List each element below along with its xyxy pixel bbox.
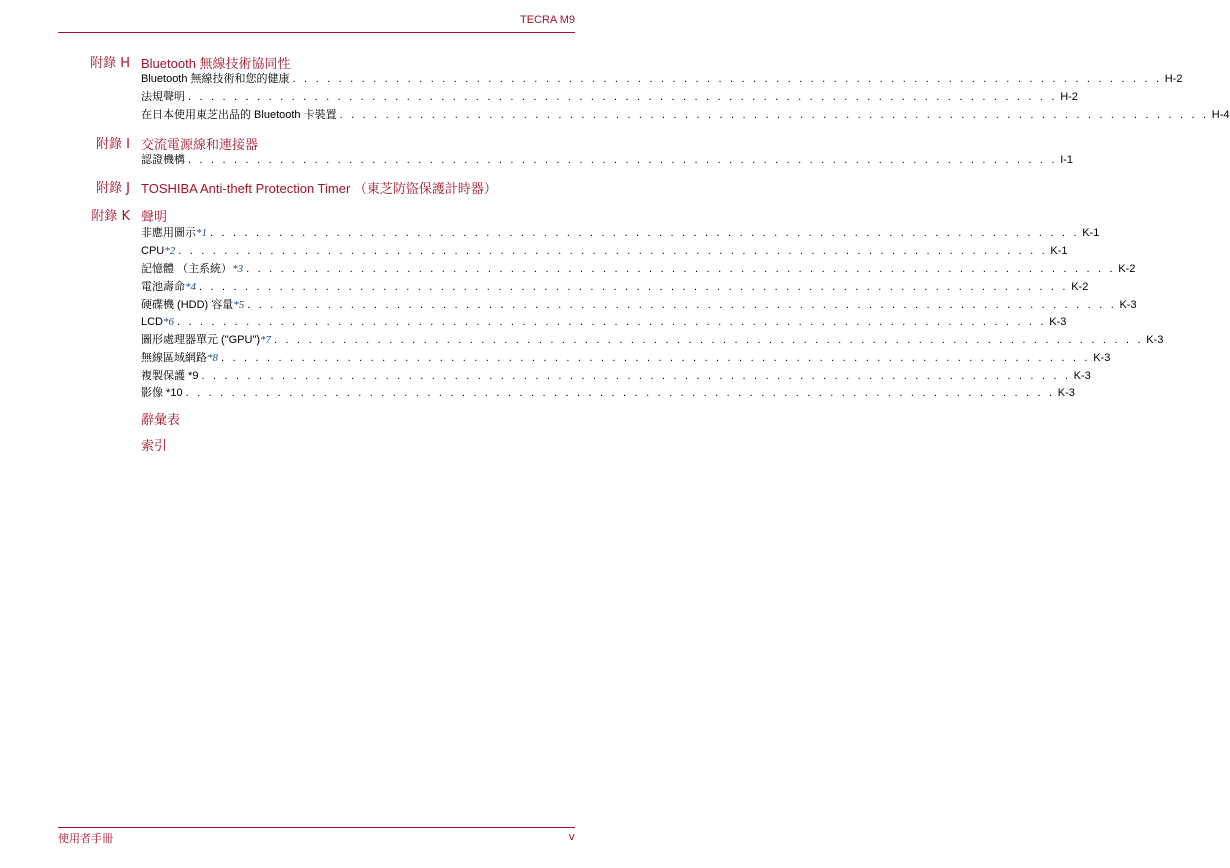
toc-entry-text: LCD xyxy=(141,316,164,328)
appendix-k-label: 附錄 K xyxy=(91,209,130,224)
index-title[interactable]: 索引 xyxy=(141,438,168,453)
toc-entry-text: 認證機構 xyxy=(141,154,185,166)
toc-entry-text: 圖形處理器單元 ("GPU") xyxy=(141,334,261,346)
footnote-ref: *7 xyxy=(260,334,272,346)
toc-entry[interactable] xyxy=(141,151,1074,167)
footnote-ref: *3 xyxy=(232,263,244,275)
footnote-ref: *2 xyxy=(164,245,176,257)
footnote-ref: *1 xyxy=(196,227,207,239)
footer-rule xyxy=(58,827,575,828)
toc-entry[interactable] xyxy=(141,224,1100,240)
toc-entry[interactable] xyxy=(141,296,1137,312)
footer-page-number: v xyxy=(568,830,575,843)
toc-entry-text: 硬碟機 (HDD) 容量 xyxy=(141,299,234,311)
toc-entry[interactable] xyxy=(141,242,1068,258)
toc-entry-page: H-2 xyxy=(1164,73,1183,85)
toc-entry[interactable] xyxy=(141,260,1136,276)
toc-entry[interactable] xyxy=(141,384,1075,400)
toc-entry-page: K-3 xyxy=(1146,334,1164,346)
appendix-h-label: 附錄 H xyxy=(90,56,130,71)
toc-entry-page: K-1 xyxy=(1082,227,1100,239)
footnote-ref: *8 xyxy=(207,352,218,364)
toc-entry-text: CPU xyxy=(141,245,165,257)
toc-entry[interactable] xyxy=(141,106,1230,122)
dot-leader: . . . . . . . . . . . . . . . . . . . . . . . . . . . . . . . . . . . . . . . . . . . . . . . . . . . . . . . . . . . . . . . . . . . . . . . . . . . . xyxy=(199,281,1069,293)
toc-entry-text: 電池壽命 xyxy=(141,281,185,293)
toc-entry-page: K-3 xyxy=(1057,387,1075,399)
toc-entry-page: K-3 xyxy=(1073,370,1091,382)
appendix-j-label: 附錄 J xyxy=(96,181,130,196)
glossary-title[interactable]: 辭彙表 xyxy=(141,412,181,427)
toc-entry-text: 無線區域網路 xyxy=(141,352,207,364)
toc-entry-text: 法規聲明 xyxy=(141,91,185,103)
dot-leader: . . . . . . . . . . . . . . . . . . . . . . . . . . . . . . . . . . . . . . . . . . . . . . . . . . . . . . . . . . . . . . . . . . . . . . . . . . . . xyxy=(246,263,1116,275)
toc-entry[interactable] xyxy=(141,88,1078,104)
toc-entry-page: H-2 xyxy=(1060,91,1078,103)
toc-entry[interactable] xyxy=(141,313,1067,329)
running-header-title: TECRA M9 xyxy=(519,14,575,26)
toc-entry[interactable] xyxy=(141,278,1089,294)
dot-leader: . . . . . . . . . . . . . . . . . . . . . . . . . . . . . . . . . . . . . . . . . . . . . . . . . . . . . . . . . . . . . . . . . . . . . . . . . . . . xyxy=(188,91,1058,103)
header-rule xyxy=(58,32,575,33)
toc-entry-page: K-2 xyxy=(1071,281,1089,293)
footer-manual-name: 使用者手冊 xyxy=(58,832,113,845)
toc-entry[interactable] xyxy=(141,367,1091,383)
footnote-ref: *4 xyxy=(185,281,196,293)
dot-leader: . . . . . . . . . . . . . . . . . . . . . . . . . . . . . . . . . . . . . . . . . . . . . . . . . . . . . . . . . . . . . . . . . . . . . . . . . . . . xyxy=(292,73,1162,85)
toc-entry-text: Bluetooth 無線技術和您的健康 xyxy=(141,73,290,85)
toc-entry-text: 記憶體 （主系統） xyxy=(141,263,233,275)
toc-entry-text: 複製保護 *9 xyxy=(141,370,199,382)
footnote-ref: *6 xyxy=(163,316,175,328)
appendix-i-title[interactable]: 交流電源線和連接器 xyxy=(141,137,259,152)
dot-leader: . . . . . . . . . . . . . . . . . . . . . . . . . . . . . . . . . . . . . . . . . . . . . . . . . . . . . . . . . . . . . . . . . . . . . . . . . . . . xyxy=(177,316,1047,328)
appendix-k-title[interactable]: 聲明 xyxy=(141,209,168,224)
toc-entry-text: 非應用圖示 xyxy=(141,227,196,239)
toc-entry-page: H-4 xyxy=(1211,109,1230,121)
appendix-h-title[interactable]: Bluetooth 無線技術協同性 xyxy=(141,56,291,71)
toc-entry-page: K-3 xyxy=(1093,352,1111,364)
dot-leader: . . . . . . . . . . . . . . . . . . . . . . . . . . . . . . . . . . . . . . . . . . . . . . . . . . . . . . . . . . . . . . . . . . . . . . . . . . . . xyxy=(188,154,1058,166)
dot-leader: . . . . . . . . . . . . . . . . . . . . . . . . . . . . . . . . . . . . . . . . . . . . . . . . . . . . . . . . . . . . . . . . . . . . . . . . . . . . xyxy=(201,370,1071,382)
toc-entry-page: K-1 xyxy=(1050,245,1068,257)
toc-entry[interactable] xyxy=(141,349,1111,365)
toc-entry-page: I-1 xyxy=(1060,154,1074,166)
dot-leader: . . . . . . . . . . . . . . . . . . . . . . . . . . . . . . . . . . . . . . . . . . . . . . . . . . . . . . . . . . . . . . . . . . . . . . . . . . . . xyxy=(221,352,1091,364)
dot-leader: . . . . . . . . . . . . . . . . . . . . . . . . . . . . . . . . . . . . . . . . . . . . . . . . . . . . . . . . . . . . . . . . . . . . . . . . . . . . xyxy=(210,227,1080,239)
dot-leader: . . . . . . . . . . . . . . . . . . . . . . . . . . . . . . . . . . . . . . . . . . . . . . . . . . . . . . . . . . . . . . . . . . . . . . . . . . . . xyxy=(185,387,1055,399)
toc-entry-text: 在日本使用東芝出品的 Bluetooth 卡裝置 xyxy=(141,109,337,121)
toc-entry-page: K-3 xyxy=(1119,299,1137,311)
toc-entry[interactable] xyxy=(141,331,1164,347)
toc-entry-page: K-2 xyxy=(1118,263,1136,275)
toc-entry[interactable] xyxy=(141,70,1183,86)
appendix-j-title[interactable]: TOSHIBA Anti-theft Protection Timer （東芝防盜保護計時器） xyxy=(141,181,497,196)
toc-entry-page: K-3 xyxy=(1049,316,1067,328)
dot-leader: . . . . . . . . . . . . . . . . . . . . . . . . . . . . . . . . . . . . . . . . . . . . . . . . . . . . . . . . . . . . . . . . . . . . . . . . . . . . xyxy=(274,334,1144,346)
appendix-i-label: 附錄 I xyxy=(96,137,130,152)
toc-entry-text: 影像 *10 xyxy=(141,387,183,399)
dot-leader: . . . . . . . . . . . . . . . . . . . . . . . . . . . . . . . . . . . . . . . . . . . . . . . . . . . . . . . . . . . . . . . . . . . . . . . . . . . . xyxy=(339,109,1209,121)
dot-leader: . . . . . . . . . . . . . . . . . . . . . . . . . . . . . . . . . . . . . . . . . . . . . . . . . . . . . . . . . . . . . . . . . . . . . . . . . . . . xyxy=(178,245,1048,257)
footnote-ref: *5 xyxy=(233,299,245,311)
dot-leader: . . . . . . . . . . . . . . . . . . . . . . . . . . . . . . . . . . . . . . . . . . . . . . . . . . . . . . . . . . . . . . . . . . . . . . . . . . . . xyxy=(247,299,1117,311)
